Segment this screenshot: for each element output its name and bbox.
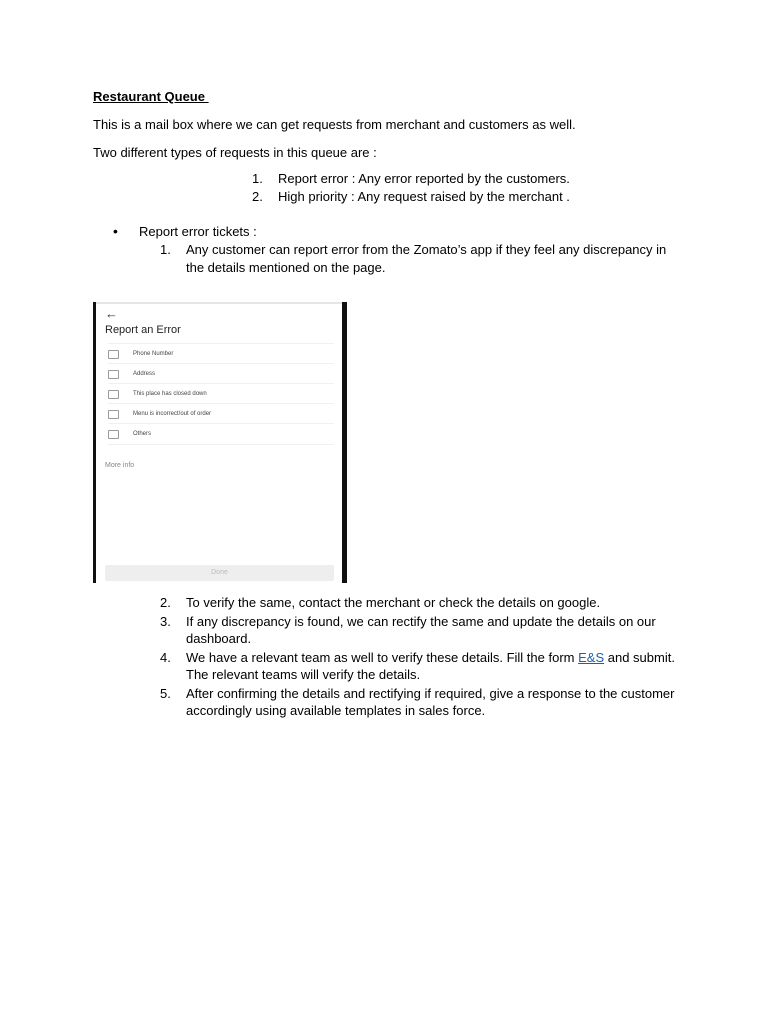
- steps-list-first: [160, 241, 680, 277]
- option-label: Phone Number: [133, 351, 174, 357]
- list-item: [160, 685, 680, 720]
- screen-title: Report an Error: [105, 324, 181, 336]
- option-row: [108, 343, 334, 364]
- list-item: [160, 613, 680, 648]
- list-text: To verify the same, contact the merchant or check the details on google.: [186, 595, 601, 610]
- option-row: [108, 383, 334, 404]
- intro-paragraph: This is a mail box where we can get requests from merchant and customers as well.: [93, 117, 576, 132]
- option-row: [108, 403, 334, 424]
- list-text: High priority : Any request raised by the merchant .: [278, 188, 570, 204]
- list-number: 5.: [160, 685, 171, 701]
- list-text: Any customer can report error from the Zomato’s app if they feel any discrepancy in the details mentioned on the page.: [186, 242, 667, 275]
- list-text: [186, 649, 680, 684]
- app-screenshot: [93, 302, 347, 583]
- option-label: Address: [133, 371, 156, 377]
- bullet-text: Report error tickets :: [139, 224, 257, 239]
- option-label: Menu is incorrect/out of order: [133, 411, 212, 417]
- checkbox-icon: [108, 430, 119, 439]
- list-number: 3.: [160, 613, 171, 629]
- list-number: 1.: [252, 171, 263, 186]
- request-types-list: [252, 170, 570, 205]
- list-item: [160, 241, 680, 276]
- list-item: [160, 649, 680, 684]
- list-text-after-link: and submit. The relevant teams will verify the details.: [186, 649, 675, 682]
- list-item: [160, 594, 680, 612]
- es-form-link[interactable]: E&S: [578, 649, 605, 665]
- checkbox-icon: [108, 410, 119, 419]
- done-button-image: Done: [105, 565, 334, 581]
- list-number: 2.: [252, 188, 263, 204]
- bullet-item: [113, 223, 257, 241]
- app-screen: [96, 302, 342, 583]
- option-row: [108, 363, 334, 384]
- list-text: Report error : Any error reported by the customers.: [278, 171, 570, 186]
- checkbox-icon: [108, 350, 119, 359]
- steps-list-second: [160, 594, 680, 721]
- option-row: [108, 423, 334, 445]
- list-item: [252, 170, 570, 188]
- checkbox-icon: [108, 390, 119, 399]
- doc-title: Restaurant Queue: [93, 89, 209, 104]
- option-label: This place has closed down: [133, 391, 207, 397]
- list-text: After confirming the details and rectifying if required, give a response to the customer accordingly using available templates in sales force.: [186, 685, 675, 718]
- option-label: Others: [133, 431, 152, 437]
- list-text: If any discrepancy is found, we can rectify the same and update the details on our dashboard.: [186, 613, 656, 646]
- more-info-label: More info: [105, 462, 135, 469]
- bullet-icon: •: [113, 223, 118, 239]
- list-number: 1.: [160, 242, 171, 257]
- types-heading: Two different types of requests in this queue are :: [93, 145, 377, 160]
- status-bar: [96, 302, 342, 304]
- list-number: 2.: [160, 595, 171, 610]
- list-text-before-link: We have a relevant team as well to verify these details. Fill the form: [186, 649, 579, 665]
- list-number: 4.: [160, 649, 171, 665]
- arrow-left-icon: ←: [105, 306, 118, 321]
- list-item: [252, 188, 570, 206]
- checkbox-icon: [108, 370, 119, 379]
